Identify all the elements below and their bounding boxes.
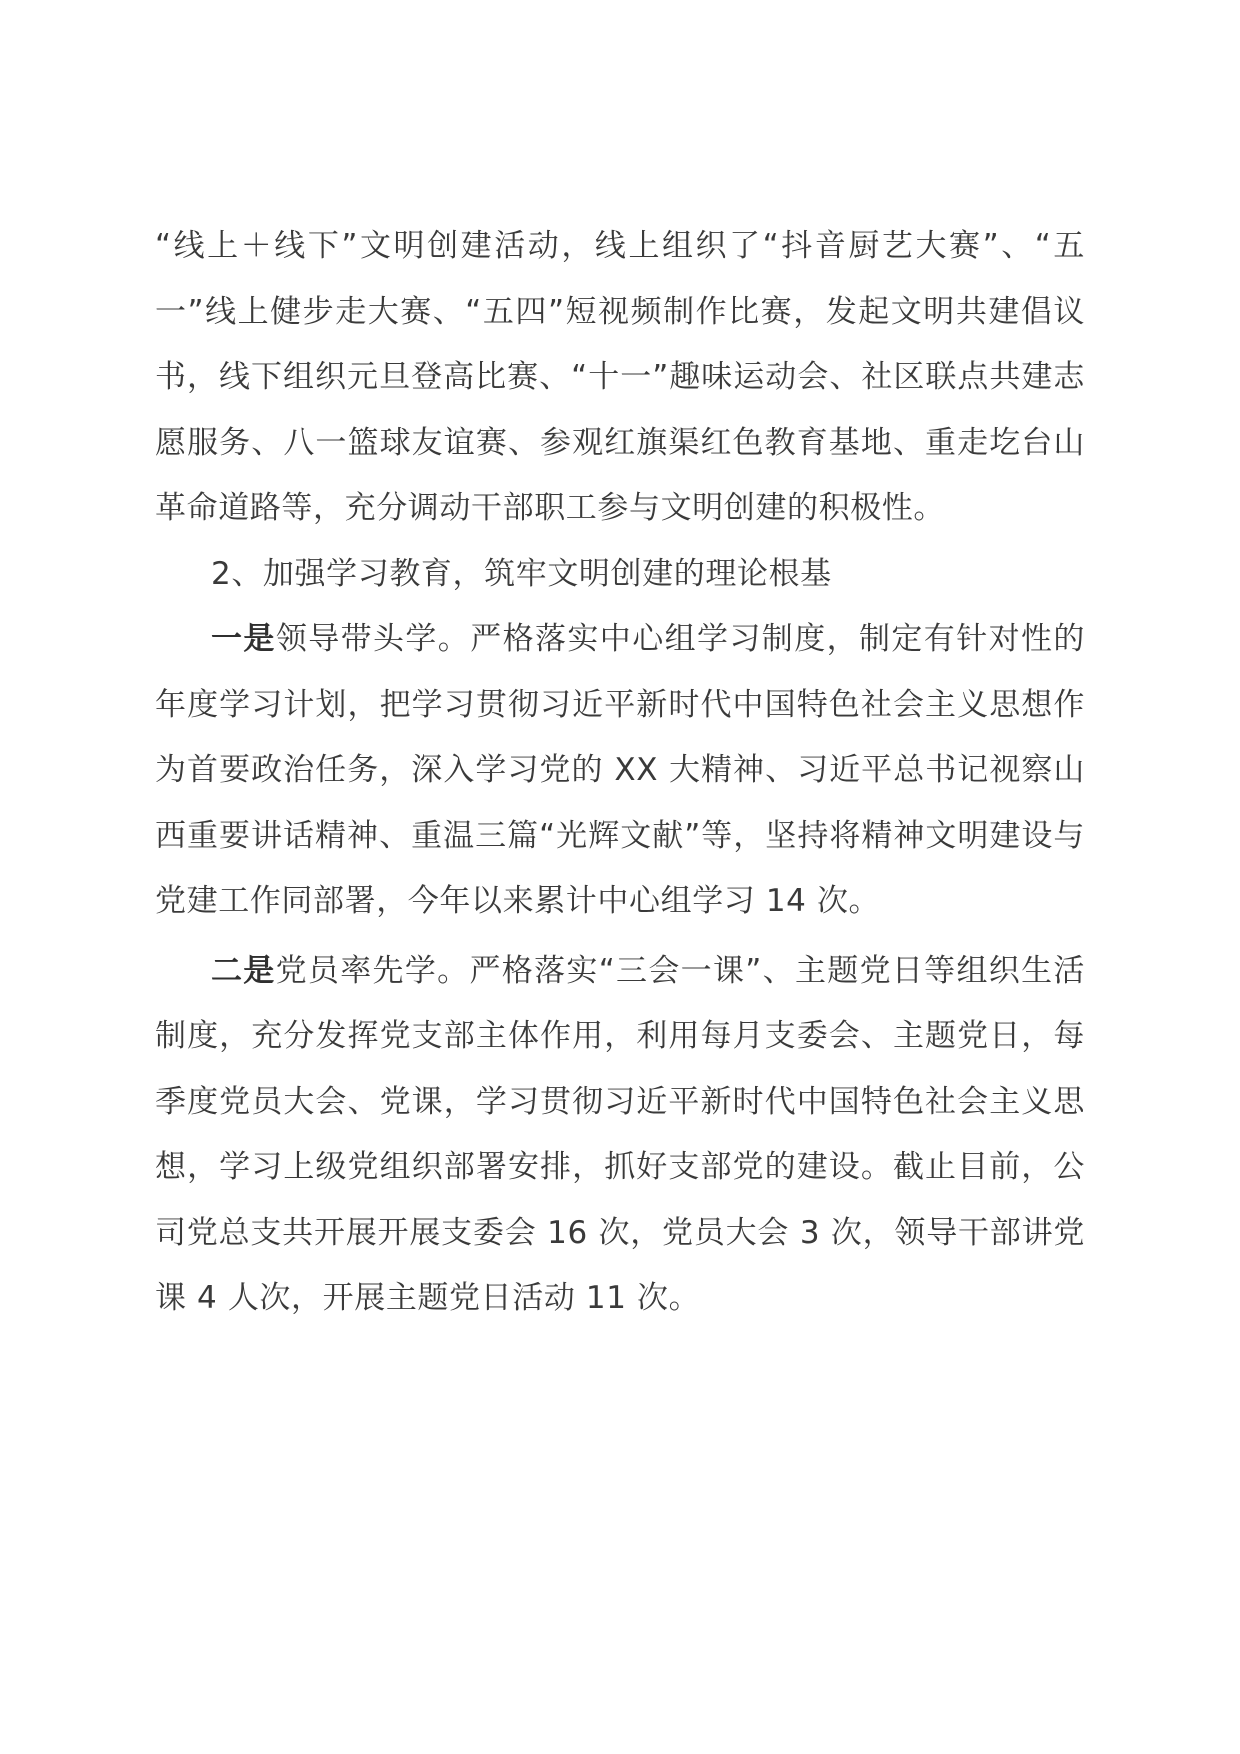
paragraph-lead-ershi: 二是 — [211, 952, 276, 989]
document-body — [155, 214, 1085, 1332]
paragraph-lead-yishi: 一是 — [211, 621, 276, 657]
paragraph-members-study — [155, 939, 1085, 1332]
section-heading-text: 2、加强学习教育，筑牢文明创建的理论根基 — [211, 555, 832, 592]
section-heading-study-education — [155, 542, 1085, 608]
paragraph-activities — [155, 214, 1085, 542]
paragraph-members-study-text: 党员率先学。严格落实“三会一课”、主题党日等组织生活制度，充分发挥党支部主体作用，利用每月支委会、主题党日，每季度党员大会、党课，学习贯彻习近平新时代中国特色社会主义思想，学习上级党组织部署安排，抓好支部党的建设。截止目前，公司党总支共开展开展支委会 16 次，党员大会 3 次，领导干部讲党课 4 人次，开展主题党日活动 11 次。 — [155, 952, 1086, 1316]
paragraph-activities-text: “线上＋线下”文明创建活动，线上组织了“抖音厨艺大赛”、“五一”线上健步走大赛、“五四”短视频制作比赛，发起文明共建倡议书，线下组织元旦登高比赛、“十一”趣味运动会、社区联点共建志愿服务、八一篮球友谊赛、参观红旗渠红色教育基地、重走圪台山革命道路等，充分调动干部职工参与文明创建的积极性。 — [155, 228, 1085, 526]
paragraph-leaders-study — [155, 607, 1085, 935]
paragraph-leaders-study-text: 领导带头学。严格落实中心组学习制度，制定有针对性的年度学习计划，把学习贯彻习近平新时代中国特色社会主义思想作为首要政治任务，深入学习党的 XX 大精神、习近平总书记视察山西重要讲话精神、重温三篇“光辉文献”等，坚持将精神文明建设与党建工作同部署，今年以来累计中心组学习 14 次。 — [155, 621, 1086, 919]
